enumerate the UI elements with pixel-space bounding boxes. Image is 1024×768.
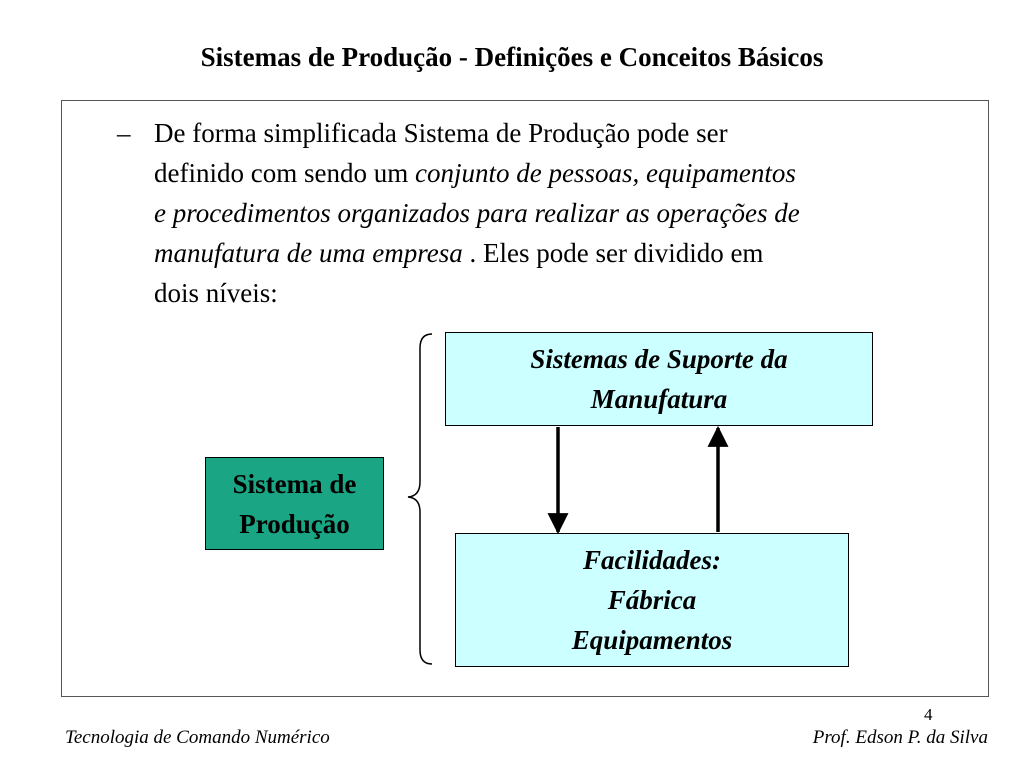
facilities-line-1: Facilidades:	[583, 545, 721, 575]
footer-author: Prof. Edson P. da Silva	[812, 727, 988, 748]
support-line-1: Sistemas de Suporte da	[530, 344, 788, 374]
slide-title: Sistemas de Produção - Definições e Conceitos Básicos	[200, 42, 824, 72]
body-line-2: definido com sendo um conjunto de pessoas, equipamentos	[154, 158, 796, 188]
curly-brace	[408, 334, 432, 664]
production-system-box	[205, 457, 384, 550]
page-number: 4	[924, 705, 933, 724]
production-line-2: Produção	[239, 508, 350, 539]
footer-course-name: Tecnologia de Comando Numérico	[65, 727, 330, 748]
facilities-line-3: Equipamentos	[571, 625, 733, 655]
facilities-box	[455, 533, 849, 667]
body-line-5: dois níveis:	[154, 278, 278, 308]
facilities-line-2: Fábrica	[607, 585, 697, 615]
body-line-1: De forma simplificada Sistema de Produção pode ser	[154, 118, 728, 148]
body-line-3: e procedimentos organizados para realizar as operações de	[154, 198, 800, 228]
production-line-1: Sistema de	[232, 468, 357, 499]
body-line-4: manufatura de uma empresa . Eles pode ser dividido em	[154, 238, 764, 268]
bullet-dash: –	[117, 118, 131, 148]
support-systems-box	[445, 332, 873, 426]
support-line-2: Manufatura	[590, 384, 728, 414]
